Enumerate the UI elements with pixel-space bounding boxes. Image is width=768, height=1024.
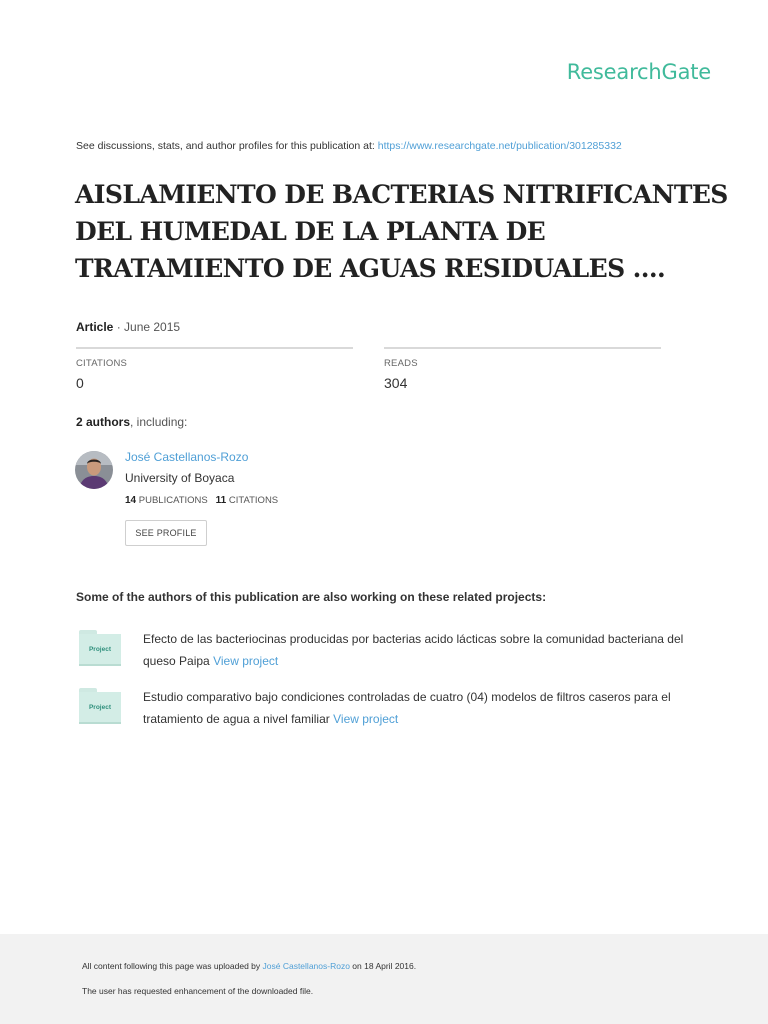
authors-including: , including: xyxy=(130,415,188,429)
folder-body xyxy=(79,634,121,666)
citations-stat xyxy=(76,347,353,391)
project-folder-icon[interactable] xyxy=(79,688,121,724)
reads-stat xyxy=(384,347,661,391)
project-description xyxy=(143,628,693,672)
project-folder-icon[interactable] xyxy=(79,630,121,666)
project-title: Estudio comparativo bajo condiciones controladas de cuatro (04) modelos de filtros caseros para el tratamiento de agua a nivel familiar xyxy=(143,690,671,726)
author-citations-count: 11 xyxy=(215,495,227,506)
article-type: Article xyxy=(76,320,114,334)
reads-label: READS xyxy=(384,358,418,369)
title-line: DEL HUMEDAL DE LA PLANTA DE xyxy=(75,217,546,246)
author-name-link[interactable]: José Castellanos-Rozo xyxy=(125,450,249,464)
article-meta xyxy=(76,320,180,334)
author-publications-count: 14 xyxy=(125,495,137,506)
see-profile-button[interactable]: SEE PROFILE xyxy=(125,520,207,546)
citations-label: CITATIONS xyxy=(76,358,128,369)
avatar-photo-icon xyxy=(75,451,113,489)
upload-suffix: on 18 April 2016. xyxy=(349,961,417,971)
view-project-link[interactable]: View project xyxy=(213,654,279,668)
author-publications-label: PUBLICATIONS xyxy=(138,495,208,506)
reads-value: 304 xyxy=(384,375,408,391)
project-description xyxy=(143,686,693,730)
researchgate-logo[interactable]: ResearchGate xyxy=(566,60,711,84)
project-icon-label: Project xyxy=(88,645,112,653)
author-avatar[interactable] xyxy=(75,451,113,489)
authors-count: 2 authors xyxy=(76,415,131,429)
discussion-text: See discussions, stats, and author profiles for this publication at: xyxy=(76,140,378,152)
publication-url-link[interactable]: https://www.researchgate.net/publication/301285332 xyxy=(377,140,622,152)
view-project-link[interactable]: View project xyxy=(333,712,399,726)
project-title: Efecto de las bacteriocinas producidas por bacterias acido lácticas sobre la comunidad bacteriana del queso Paipa xyxy=(143,632,684,668)
upload-prefix: All content following this page was uploaded by xyxy=(82,961,263,971)
author-stats xyxy=(125,495,278,506)
citations-value: 0 xyxy=(76,375,84,391)
projects-heading: Some of the authors of this publication are also working on these related projects: xyxy=(76,590,547,604)
uploader-link[interactable]: José Castellanos-Rozo xyxy=(262,961,350,971)
author-citations-label: CITATIONS xyxy=(228,495,279,506)
discussion-line xyxy=(76,140,622,152)
publication-title xyxy=(75,176,728,287)
title-line: TRATAMIENTO DE AGUAS RESIDUALES …. xyxy=(75,254,666,283)
folder-body xyxy=(79,692,121,724)
footer xyxy=(0,934,768,1024)
enhancement-notice: The user has requested enhancement of the downloaded file. xyxy=(82,986,314,996)
authors-heading xyxy=(76,415,187,429)
upload-notice xyxy=(82,961,416,971)
article-date: · June 2015 xyxy=(113,320,181,334)
project-icon-label: Project xyxy=(88,703,112,711)
title-line: AISLAMIENTO DE BACTERIAS NITRIFICANTES xyxy=(75,180,728,209)
author-institution: University of Boyaca xyxy=(125,471,235,485)
